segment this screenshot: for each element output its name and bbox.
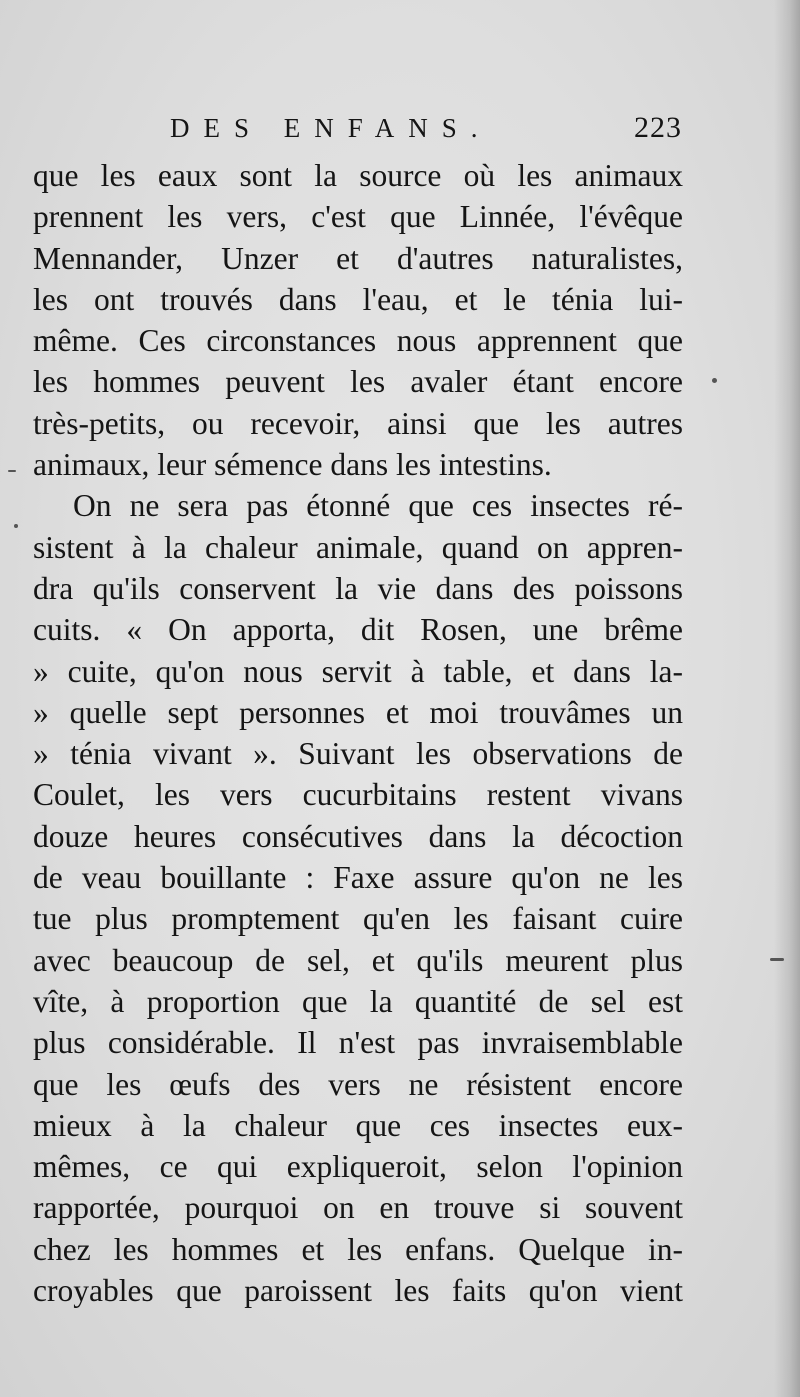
text-line: vîte, à proportion que la quantité de sel est xyxy=(33,983,683,1019)
paper-speck xyxy=(770,958,784,961)
text-line: dra qu'ils conservent la vie dans des poissons xyxy=(33,570,683,606)
text-line: les ont trouvés dans l'eau, et le ténia lui- xyxy=(33,281,683,317)
text-line: de veau bouillante : Faxe assure qu'on ne les xyxy=(33,860,683,896)
body-text xyxy=(33,155,683,1311)
text-line: très-petits, ou recevoir, ainsi que les autres xyxy=(33,405,683,441)
text-line: que les eaux sont la source où les animaux xyxy=(33,158,683,193)
text-line: douze heures consécutives dans la décoction xyxy=(33,818,683,854)
running-head: DES ENFANS. xyxy=(170,113,492,143)
page-number: 223 xyxy=(634,111,682,144)
text-line: sistent à la chaleur animale, quand on appren- xyxy=(33,529,683,565)
page-edge-shadow xyxy=(774,0,800,1397)
paper-speck xyxy=(712,378,717,383)
text-line: même. Ces circonstances nous apprennent que xyxy=(33,323,683,359)
text-line: tue plus promptement qu'en les faisant cuire xyxy=(33,901,683,937)
paper-speck xyxy=(14,524,18,528)
text-line: » quelle sept personnes et moi trouvâmes un xyxy=(33,694,683,730)
paper-speck xyxy=(8,470,16,472)
text-line: mêmes, ce qui expliqueroit, selon l'opinion xyxy=(33,1149,683,1185)
text-line: cuits. « On apporta, dit Rosen, une brême xyxy=(33,612,683,648)
text-line: » ténia vivant ». Suivant les observations de xyxy=(33,736,683,772)
text-line: » cuite, qu'on nous servit à table, et dans la- xyxy=(33,653,683,689)
text-line: les hommes peuvent les avaler étant encore xyxy=(33,364,683,400)
text-line: animaux, leur sémence dans les intestins. xyxy=(33,447,552,483)
text-line: Mennander, Unzer et d'autres naturalistes, xyxy=(33,240,683,276)
page-header xyxy=(170,106,682,150)
text-line: croyables que paroissent les faits qu'on vient xyxy=(33,1273,683,1309)
text-line: prennent les vers, c'est que Linnée, l'évêque xyxy=(33,199,683,235)
text-line: rapportée, pourquoi on en trouve si souvent xyxy=(33,1190,683,1226)
text-line: que les œufs des vers ne résistent encore xyxy=(33,1066,683,1102)
text-line: Coulet, les vers cucurbitains restent vivans xyxy=(33,777,683,813)
text-line: plus considérable. Il n'est pas invraisemblable xyxy=(33,1025,683,1061)
text-line: chez les hommes et les enfans. Quelque in- xyxy=(33,1231,683,1267)
text-line: mieux à la chaleur que ces insectes eux- xyxy=(33,1107,683,1143)
paragraph-start-line: On ne sera pas étonné que ces insectes ré- xyxy=(73,488,683,524)
text-line: avec beaucoup de sel, et qu'ils meurent plus xyxy=(33,942,683,978)
